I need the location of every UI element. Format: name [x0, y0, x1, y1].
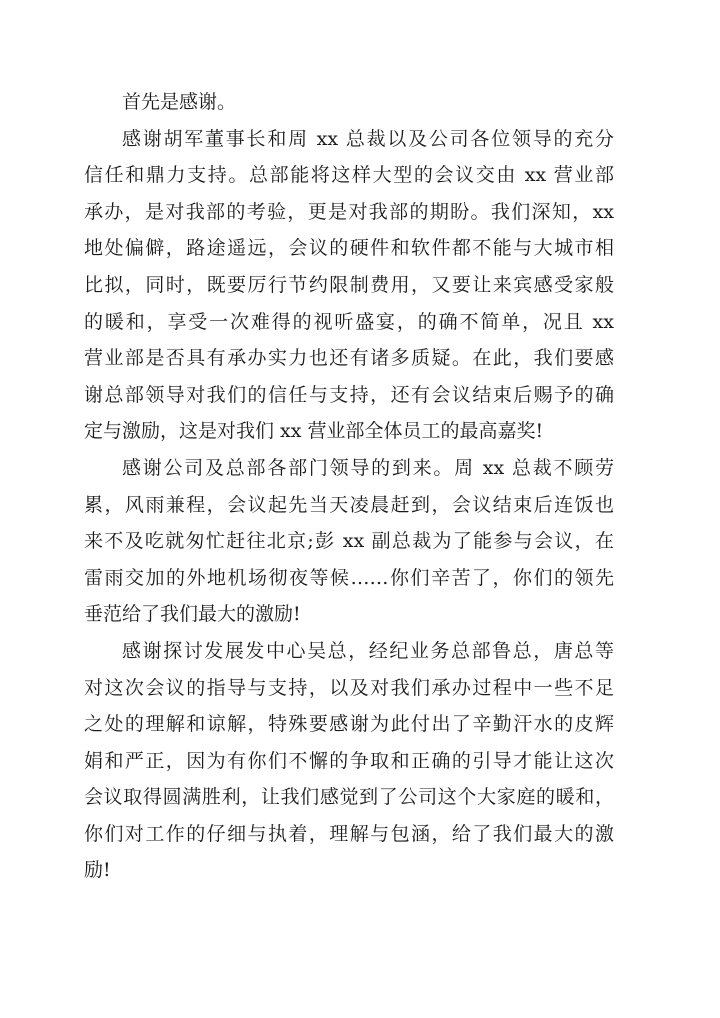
paragraph-3 [84, 450, 614, 633]
paragraph-2 [84, 121, 614, 450]
paragraph-line: 感谢公司及总部各部门领导的到来。周 xx 总裁不顾劳 [122, 456, 614, 479]
paragraph-line: 信任和鼎力支持。总部能将这样大型的会议交由 xx 营业部 [84, 164, 614, 187]
paragraph-line: 垂范给了我们最大的激励! [84, 603, 301, 626]
paragraph-line: 比拟，同时，既要厉行节约限制费用，又要让来宾感受家般 [84, 273, 614, 296]
paragraph-line: 来不及吃就匆忙赶往北京;彭 xx 副总裁为了能参与会议，在 [84, 530, 614, 553]
paragraph-line: 感谢探讨发展发中心吴总，经纪业务总部鲁总，唐总等 [122, 639, 614, 662]
paragraph-line: 对这次会议的指导与支持，以及对我们承办过程中一些不足 [84, 676, 614, 699]
document-body [84, 84, 614, 889]
paragraph-1 [84, 84, 614, 121]
paragraph-line: 营业部是否具有承办实力也还有诸多质疑。在此，我们要感 [84, 347, 614, 370]
paragraph-4 [84, 633, 614, 889]
paragraph-line: 娟和严正，因为有你们不懈的争取和正确的引导才能让这次 [84, 749, 614, 772]
paragraph-line: 会议取得圆满胜利，让我们感觉到了公司这个大家庭的暖和， [84, 786, 614, 809]
paragraph-line: 定与激励，这是对我们 xx 营业部全体员工的最高嘉奖! [84, 420, 544, 443]
paragraph-line: 承办，是对我部的考验，更是对我部的期盼。我们深知，xx [84, 200, 614, 223]
paragraph-line: 的暖和，享受一次难得的视听盛宴，的确不简单，况且 xx [84, 310, 614, 333]
paragraph-line: 地处偏僻，路途遥远，会议的硬件和软件都不能与大城市相 [84, 237, 614, 260]
paragraph-line: 累，风雨兼程，会议起先当天凌晨赶到，会议结束后连饭也 [84, 493, 614, 516]
paragraph-line: 感谢胡军董事长和周 xx 总裁以及公司各位领导的充分 [122, 127, 614, 150]
paragraph-line: 你们对工作的仔细与执着，理解与包涵，给了我们最大的激 [84, 822, 614, 845]
paragraph-line: 之处的理解和谅解，特殊要感谢为此付出了辛勤汗水的皮辉 [84, 713, 614, 736]
paragraph-line: 首先是感谢。 [122, 91, 237, 113]
paragraph-line: 雷雨交加的外地机场彻夜等候……你们辛苦了，你们的领先 [84, 566, 614, 589]
paragraph-line: 谢总部领导对我们的信任与支持，还有会议结束后赐予的确 [84, 383, 614, 406]
paragraph-line: 励! [84, 859, 111, 882]
